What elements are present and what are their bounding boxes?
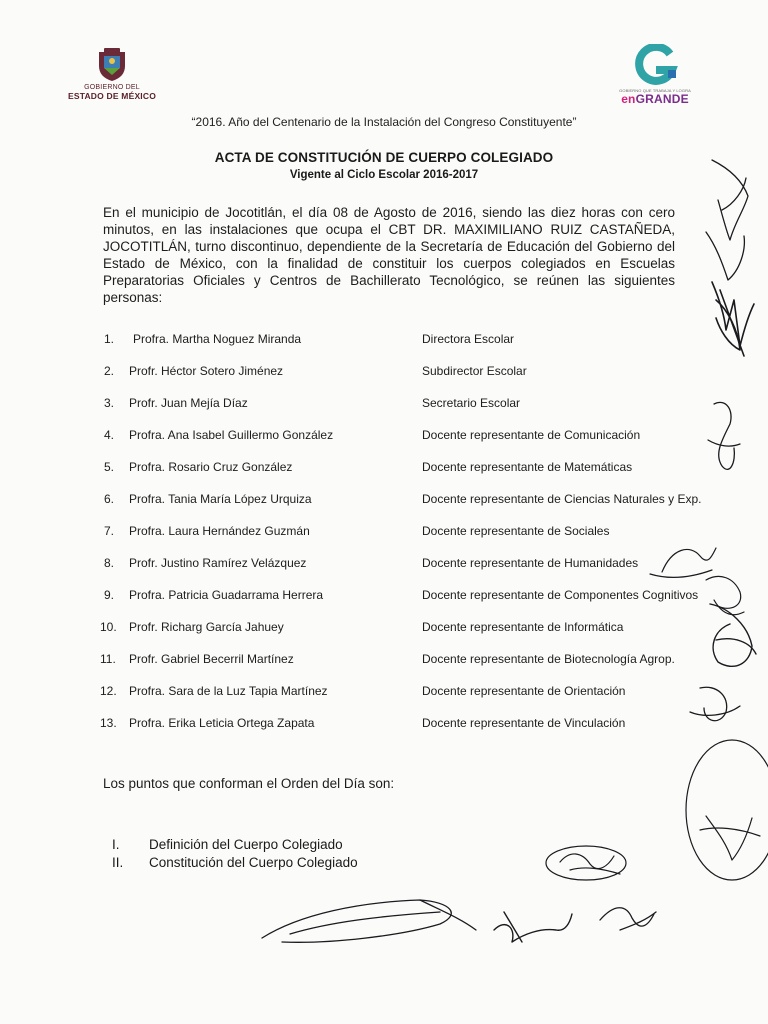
member-name: Profra. Ana Isabel Guillermo González bbox=[129, 428, 334, 442]
signature-large-oval bbox=[686, 740, 768, 880]
member-role: Docente representante de Biotecnología Agrop. bbox=[422, 652, 675, 666]
member-name: Profra. Erika Leticia Ortega Zapata bbox=[129, 716, 315, 730]
list-item bbox=[104, 556, 744, 588]
agenda-intro: Los puntos que conforman el Orden del Día son: bbox=[103, 776, 395, 791]
member-number: 2. bbox=[104, 364, 115, 378]
agenda-numeral: II. bbox=[112, 855, 124, 870]
list-item bbox=[104, 396, 744, 428]
member-role: Docente representante de Orientación bbox=[422, 684, 626, 698]
list-item bbox=[100, 684, 744, 716]
list-item bbox=[104, 428, 744, 460]
members-list bbox=[100, 332, 744, 748]
member-name: Profra. Laura Hernández Guzmán bbox=[129, 524, 310, 538]
wordmark-grande: GRANDE bbox=[635, 92, 689, 106]
agenda-text: Constitución del Cuerpo Colegiado bbox=[149, 855, 358, 870]
agenda-text: Definición del Cuerpo Colegiado bbox=[149, 837, 343, 852]
member-name: Profra. Tania María López Urquiza bbox=[129, 492, 312, 506]
list-item bbox=[104, 524, 744, 556]
member-role: Docente representante de Informática bbox=[422, 620, 624, 634]
member-number: 1. bbox=[104, 332, 115, 346]
member-role: Docente representante de Matemáticas bbox=[422, 460, 633, 474]
member-role: Subdirector Escolar bbox=[422, 364, 527, 378]
engrande-logo bbox=[612, 44, 698, 106]
signature-bottom-middle bbox=[494, 912, 572, 942]
member-role: Docente representante de Sociales bbox=[422, 524, 610, 538]
gobierno-estado-mexico-logo bbox=[64, 46, 160, 101]
member-number: 11. bbox=[100, 652, 116, 666]
gov-logo-line1: GOBIERNO DEL bbox=[84, 84, 140, 91]
list-item bbox=[104, 588, 744, 620]
g-letter-icon bbox=[632, 44, 678, 86]
member-number: 12. bbox=[100, 684, 117, 698]
member-number: 5. bbox=[104, 460, 115, 474]
member-number: 4. bbox=[104, 428, 115, 442]
member-name: Profra. Patricia Guadarrama Herrera bbox=[129, 588, 324, 602]
intro-paragraph: En el municipio de Jocotitlán, el día 08 de Agosto de 2016, siendo las diez horas con cero minutos, en las instalaciones que ocupa el CBT DR. MAXIMILIANO RUIZ CASTAÑEDA, JOCOTITLÁN, turno discontinuo, dependiente de la Secretaría de Educación del Gobierno del Estado de México, con la finalidad de constituir los cuerpos colegiados en Escuelas Preparatorias Oficiales y Centros de Bachillerato Tecnológico, se reúnen las siguientes personas: bbox=[103, 205, 675, 305]
member-name: Profra. Martha Noguez Miranda bbox=[133, 332, 302, 346]
gov-logo-line2: ESTADO DE MÉXICO bbox=[67, 91, 157, 101]
list-item bbox=[104, 492, 744, 524]
signature-bottom-center bbox=[546, 846, 626, 880]
list-item bbox=[104, 460, 744, 492]
list-item bbox=[100, 716, 744, 748]
list-item bbox=[100, 620, 744, 652]
list-item bbox=[104, 364, 744, 396]
member-role: Docente representante de Humanidades bbox=[422, 556, 639, 570]
member-role: Docente representante de Ciencias Naturales y Exp. bbox=[422, 492, 702, 506]
motto-line: “2016. Año del Centenario de la Instalación del Congreso Constituyente” bbox=[191, 115, 577, 129]
document-subtitle: Vigente al Ciclo Escolar 2016-2017 bbox=[289, 169, 479, 181]
state-crest-icon bbox=[95, 46, 129, 82]
member-name: Profra. Sara de la Luz Tapia Martínez bbox=[129, 684, 328, 698]
member-name: Profr. Juan Mejía Díaz bbox=[129, 396, 248, 410]
member-number: 6. bbox=[104, 492, 115, 506]
member-number: 7. bbox=[104, 524, 115, 538]
member-name: Profr. Justino Ramírez Velázquez bbox=[129, 556, 307, 570]
member-name: Profr. Gabriel Becerril Martínez bbox=[129, 652, 294, 666]
member-role: Secretario Escolar bbox=[422, 396, 521, 410]
engrande-wordmark bbox=[612, 92, 698, 106]
document-title: ACTA DE CONSTITUCIÓN DE CUERPO COLEGIADO bbox=[214, 150, 554, 165]
member-number: 13. bbox=[100, 716, 117, 730]
list-item bbox=[100, 652, 744, 684]
agenda-numeral: I. bbox=[112, 837, 120, 852]
member-role: Docente representante de Componentes Cognitivos bbox=[422, 588, 699, 602]
member-name: Profr. Richarg García Jahuey bbox=[129, 620, 284, 634]
member-number: 8. bbox=[104, 556, 115, 570]
wordmark-en: en bbox=[621, 92, 636, 106]
member-number: 9. bbox=[104, 588, 115, 602]
signature-bottom-right bbox=[600, 908, 656, 930]
signature-bottom-long bbox=[262, 900, 476, 942]
member-name: Profra. Rosario Cruz González bbox=[129, 460, 293, 474]
member-name: Profr. Héctor Sotero Jiménez bbox=[129, 364, 284, 378]
member-role: Docente representante de Comunicación bbox=[422, 428, 641, 442]
member-number: 10. bbox=[100, 620, 117, 634]
engrande-tagline: GOBIERNO QUE TRABAJA Y LOGRA bbox=[619, 88, 691, 93]
member-role: Docente representante de Vinculación bbox=[422, 716, 626, 730]
member-role: Directora Escolar bbox=[422, 332, 515, 346]
list-item bbox=[104, 332, 744, 364]
member-number: 3. bbox=[104, 396, 115, 410]
